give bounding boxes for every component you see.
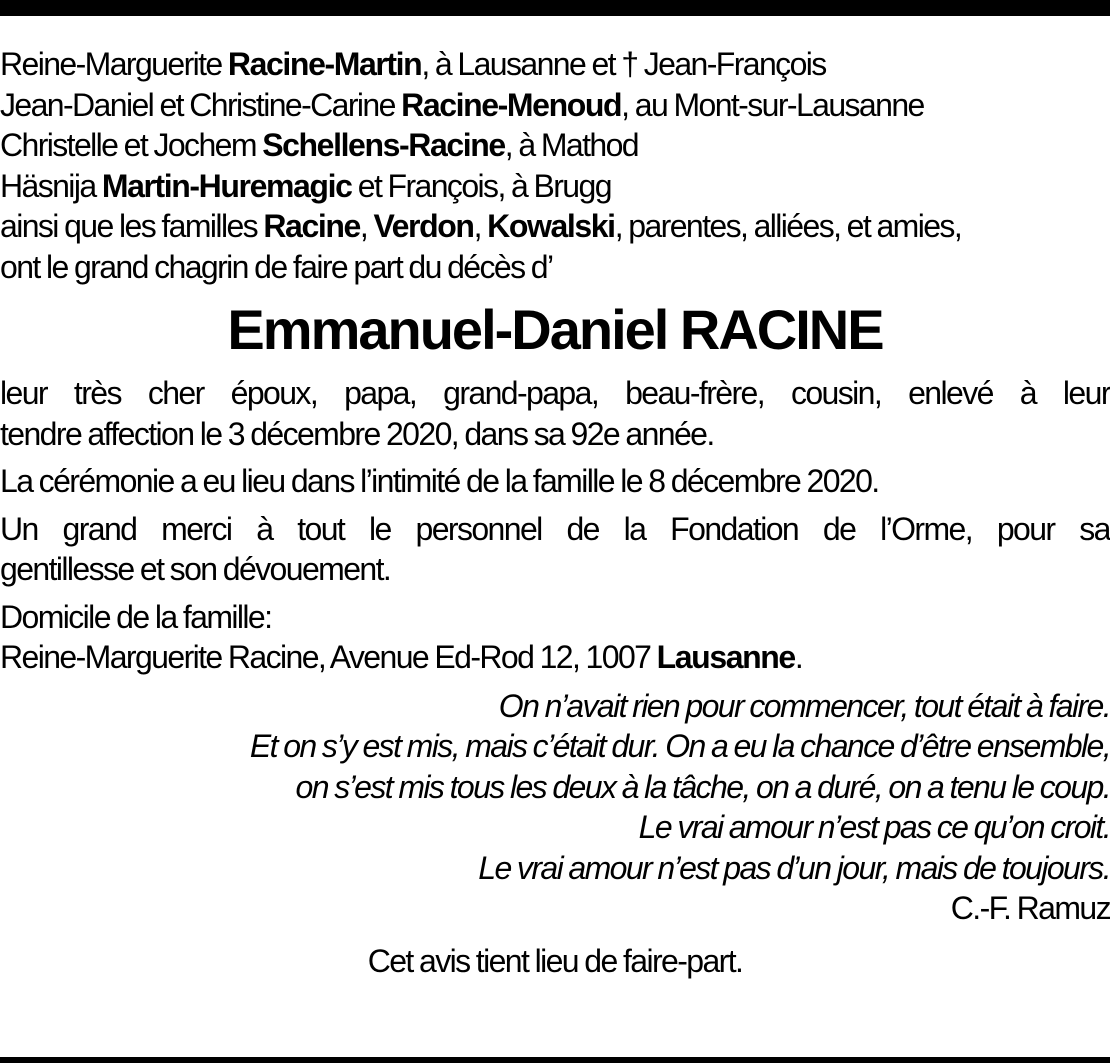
family-line-1 [0, 44, 1110, 85]
word: la [623, 510, 646, 547]
word: époux, [230, 375, 318, 411]
word: l’Orme, [880, 510, 973, 547]
family-name-kowalski: Kowalski [487, 208, 615, 244]
address-text: . [794, 639, 803, 675]
word: enlevé [908, 375, 993, 411]
word: pour [996, 510, 1055, 547]
top-rule [0, 0, 1110, 16]
word: tout [297, 510, 345, 547]
word: beau-frère, [625, 375, 764, 411]
ceremony-text: La cérémonie a eu lieu dans l’intimité de la famille le 8 décembre 2020. [0, 463, 879, 499]
domicile-label: Domicile de la famille: [0, 598, 272, 635]
word: grand-papa, [443, 375, 599, 411]
word: leur [1062, 375, 1110, 411]
word: leur [0, 375, 47, 411]
thanks-line-1 [0, 509, 1110, 550]
family-surname: Racine-Menoud [401, 86, 622, 123]
tribute-line-2: tendre affection le 3 décembre 2020, dans sa 92e année. [0, 415, 714, 452]
word: grand [62, 510, 137, 547]
word: à [1019, 375, 1036, 411]
family-line-text: Jean-Daniel et Christine-Carine [0, 86, 402, 123]
word: de [566, 510, 599, 547]
poem [0, 686, 1110, 889]
word: à [256, 510, 273, 547]
family-line-text: , à Mathod [504, 127, 639, 163]
families-line [0, 206, 1110, 247]
family-line-text: Christelle et Jochem [0, 127, 263, 163]
word: cher [147, 375, 204, 411]
poem-line: On n’avait rien pour commencer, tout était à faire. [498, 687, 1110, 724]
poem-line: Et on s’y est mis, mais c’était dur. On a eu la chance d’être ensemble, [249, 728, 1110, 764]
word: très [73, 375, 121, 411]
family-name-racine: Racine [263, 208, 360, 244]
family-line-3 [0, 125, 1110, 166]
word: Un [0, 510, 38, 547]
address-city: Lausanne [656, 639, 795, 675]
poem-line: on s’est mis tous les deux à la tâche, on a duré, on a tenu le coup. [295, 768, 1110, 805]
obituary-notice [0, 44, 1110, 981]
family-line-text: Häsnija [0, 167, 102, 204]
family-surname: Martin-Huremagic [101, 167, 352, 204]
word: cousin, [790, 375, 882, 411]
families-text: ainsi que les familles [0, 208, 264, 244]
family-name-verdon: Verdon [373, 208, 474, 244]
family-line-text: , à Lausanne et † Jean-François [421, 46, 826, 82]
footer-note: Cet avis tient lieu de faire-part. [367, 942, 743, 979]
thanks-line-2: gentillesse et son dévouement. [0, 551, 391, 587]
family-line-text: Reine-Marguerite [0, 46, 228, 82]
domicile-address [0, 637, 1110, 678]
family-line-2 [0, 85, 1110, 126]
bottom-rule [0, 1057, 1110, 1063]
tribute-line-1 [0, 373, 1110, 414]
separator: , [473, 208, 488, 244]
deceased-name: Emmanuel-Daniel RACINE [227, 298, 883, 361]
address-text: Reine-Marguerite Racine, Avenue Ed-Rod 12, 1007 [0, 639, 657, 675]
poem-line: Le vrai amour n’est pas ce qu’on croit. [638, 809, 1110, 845]
poem-author: C.-F. Ramuz [950, 890, 1110, 926]
family-line-text: , au Mont-sur-Lausanne [621, 86, 924, 123]
announcement: ont le grand chagrin de faire part du décès d’ [0, 248, 553, 285]
word: papa, [344, 375, 417, 411]
word: de [822, 510, 856, 547]
family-surname: Schellens-Racine [262, 127, 505, 163]
separator: , [359, 208, 374, 244]
word: personnel [415, 510, 542, 547]
word: sa [1079, 510, 1110, 547]
word: Fondation [670, 510, 799, 547]
poem-line: Le vrai amour n’est pas d’un jour, mais de toujours. [478, 849, 1110, 886]
family-surname: Racine-Martin [227, 46, 422, 82]
family-line-4 [0, 166, 1110, 207]
word: le [368, 510, 391, 547]
families-text: , parentes, alliées, et amies, [614, 208, 962, 244]
word: merci [161, 510, 232, 547]
family-line-text: et François, à Brugg [351, 167, 611, 204]
